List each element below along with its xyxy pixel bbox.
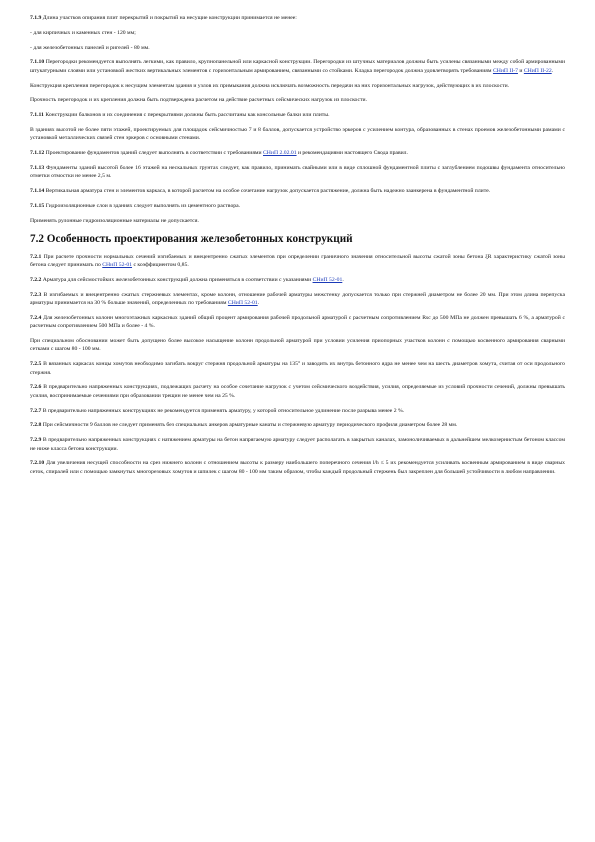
clause-number: 7.2.1	[30, 253, 42, 260]
paragraph-text: - для кирпичных и каменных стен - 120 мм;	[30, 29, 136, 36]
paragraph-text: Для увеличения несущей способности на срез нижнего колонн с отношением высоты к размеру наибольшего поперечного сечения l/h ≤ 5 их рекомендуется усиливать косвенным армированием в виде сварных сеток, спиралей или с помощью замкнутых многорезовых хомутов и шпилек с шагом 80 - 100 мм таким образом, чтобы каждый продольный стержень был закреплен для большей устойчивости в любом направлении.	[30, 460, 565, 475]
paragraph	[30, 187, 565, 195]
paragraph-text: и	[517, 67, 524, 74]
paragraph-text: и рекомендациями настоящего Свода правил.	[296, 150, 408, 157]
paragraph-text: Фундаменты зданий высотой более 16 этажей на нескальных грунтах следует, как правило, принимать свайными или в виде сплошной фундаментной плиты с заглублением подошвы фундамента относительно отметки отмостки не менее 2,5 м.	[30, 164, 565, 180]
paragraph-text: Применять рулонные гидроизоляционные материалы не допускается.	[30, 217, 199, 224]
paragraph-text: с коэффициентом 0,85.	[132, 261, 189, 268]
paragraph-text: При расчете прочности нормальных сечений изгибаемых и внецентренно сжатых элементов при определении граничного значения относительной высоты сжатой зоны бетона ξR характеристику сжатой зоны бетона следует принимать по	[30, 253, 566, 268]
clause-number: 7.1.15	[30, 202, 45, 209]
clause-number: 7.1.10	[30, 59, 45, 66]
paragraph-text: Перегородки рекомендуется выполнять легкими, как правило, крупнопанельной или каркасной конструкции. Перегородки из штучных материалов должны быть усилены связанными между собой армированными штукатурными слоями или установкой жестких вертикальных элементов с горизонтальным армированием, связанными со стойками. Кладка перегородок должна удовлетворять требованиям	[30, 59, 566, 74]
paragraph-text: .	[342, 276, 344, 283]
paragraph	[30, 253, 565, 270]
paragraph-text: - для железобетонных панелей и ригелей - 80 мм.	[30, 44, 150, 51]
paragraph	[30, 383, 565, 400]
paragraph-text: При специальном обосновании может быть допущено более высокое насыщение колонн продольной арматурой при условии усиления приопорных участков колонн с помощью косвенного армирования сварными сетками с шагом 80 - 100 мм.	[30, 337, 565, 353]
paragraph	[30, 291, 565, 308]
paragraph	[30, 407, 565, 415]
clause-number: 7.2.2	[30, 276, 42, 283]
clause-number: 7.1.12	[30, 150, 45, 157]
reference-link[interactable]: СНиП 52-01	[227, 299, 258, 306]
clause-number: 7.2.7	[30, 407, 42, 414]
paragraph	[30, 82, 565, 90]
paragraph	[30, 276, 565, 284]
paragraph-text: В зданиях высотой не более пяти этажей, проектируемых для площадок сейсмичностью 7 и 8 баллов, допускается устройство эркеров с усилением контура, образованных в стенах проемов железобетонными рамами с установкой металлических связей стен эркеров с основными стенами.	[30, 126, 565, 142]
paragraph	[30, 96, 565, 104]
paragraph-text: Для железобетонных колонн многоэтажных каркасных зданий общий процент армирования рабочей продольной арматурой с расчетным сопротивлением Rsc до 500 МПа не должен превышать 6 %, а арматурой с расчетным сопротивлением 500 МПа и более - 4 %.	[30, 314, 565, 330]
paragraph	[30, 149, 565, 157]
paragraph	[30, 29, 565, 37]
clause-number: 7.2.9	[30, 437, 42, 444]
paragraph-text: Проектирование фундаментов зданий следует выполнять в соответствии с требованиями	[45, 150, 263, 157]
paragraph-text: Прочность перегородок и их крепления должна быть подтверждена расчетом на действие расчетных сейсмических нагрузок из плоскости.	[30, 97, 368, 104]
paragraph	[30, 337, 565, 354]
clause-number: 7.1.13	[30, 164, 45, 171]
clause-number: 7.2.10	[30, 460, 45, 467]
paragraph	[30, 314, 565, 331]
paragraph	[30, 164, 565, 181]
paragraph	[30, 44, 565, 52]
paragraph-text: При сейсмичности 9 баллов не следует применять без специальных анкеров арматурные канаты и стержневую арматуру периодического профиля диаметром более 28 мм.	[42, 422, 458, 429]
paragraph-text: В предварительно напряженных конструкциях, подлежащих расчету на особое сочетание нагрузок с учетом сейсмического воздействия, усилия, определяемые из условий прочности сечений, должны превышать усилия, воспринимаемые сечениями при образовании трещин не менее чем на 25 %.	[30, 384, 565, 399]
paragraph	[30, 217, 565, 225]
paragraph-text: Длина участков опирания плит перекрытий и покрытий на несущие конструкции принимается не менее:	[42, 15, 297, 21]
paragraph	[30, 421, 565, 429]
clause-number: 7.2.5	[30, 361, 42, 368]
reference-link[interactable]: СНиП 2.02.01	[263, 150, 297, 157]
paragraph-text: Конструкция крепления перегородок к несущим элементам здания и узлов их примыкания должна исключать возможность передачи на них горизонтальных нагрузок, действующих в их плоскости.	[30, 82, 510, 89]
section-heading: 7.2 Особенность проектирования железобетонных конструкций	[30, 232, 353, 245]
clause-number: 7.1.14	[30, 188, 45, 195]
reference-link[interactable]: СНиП 52-01	[102, 261, 133, 268]
document-page	[30, 14, 565, 483]
paragraph	[30, 126, 565, 143]
paragraph	[30, 58, 565, 75]
paragraph-text: Арматура для сейсмостойких железобетонных конструкций должна применяться в соответствии с указаниями	[42, 276, 313, 283]
paragraph-text: Гидроизоляционные слои в зданиях следует выполнять из цементного раствора.	[45, 202, 241, 209]
paragraph	[30, 14, 565, 22]
clause-number: 7.2.6	[30, 384, 42, 391]
paragraph-text: .	[257, 299, 260, 306]
clause-number: 7.2.4	[30, 314, 42, 321]
reference-link[interactable]: СНиП II-22	[523, 67, 552, 74]
paragraph	[30, 436, 565, 453]
reference-link[interactable]: СНиП 52-01	[312, 276, 343, 283]
paragraph-text: .	[551, 67, 554, 74]
clause-number: 7.2.8	[30, 422, 42, 429]
paragraph-text: Конструкции балконов и их соединения с перекрытиями должны быть рассчитаны как консольные балки или плиты.	[45, 112, 330, 119]
paragraph-text: Вертикальная арматура стен и элементов каркаса, в которой расчетом на особое сочетание нагрузок допускается растяжение, должна быть надежно заанкерена в фундаментной плите.	[45, 188, 491, 195]
clause-number: 7.2.3	[30, 291, 42, 298]
paragraph	[30, 111, 565, 119]
paragraph-text: В предварительно напряженных конструкциях не рекомендуется применять арматуру, у которой относительное удлинение после разрыва менее 2 %.	[42, 407, 405, 414]
clause-number: 7.1.11	[30, 112, 44, 119]
paragraph	[30, 360, 565, 377]
paragraph	[30, 459, 565, 476]
paragraph-text: В вязанных каркасах концы хомутов необходимо загибать вокруг стержня продольной арматуры на 135° и заводить их внутрь бетонного ядра не менее чем на шесть диаметров хомута, считая от оси продольного стержня.	[30, 361, 566, 376]
paragraph-text: В изгибаемых и внецентренно сжатых стержневых элементах, кроме колонн, отношение рабочей арматуры межстенку допускается только при стержней диаметром не более 20 мм. При этом длина перепуска арматуры принимается на 30 % больше значений, определенных по требованиям	[30, 291, 566, 306]
paragraph	[30, 202, 565, 210]
reference-link[interactable]: СНиП II-7	[492, 67, 518, 74]
paragraph-text: В предварительно напряженных конструкциях с натяжением арматуры на бетон напрягаемую арматуру следует располагать в закрытых каналах, замоноличиваемых в дальнейшем мелкозернистым бетоном классом не ниже класса бетона конструкции.	[30, 437, 565, 452]
clause-number: 7.1.9	[30, 15, 42, 21]
